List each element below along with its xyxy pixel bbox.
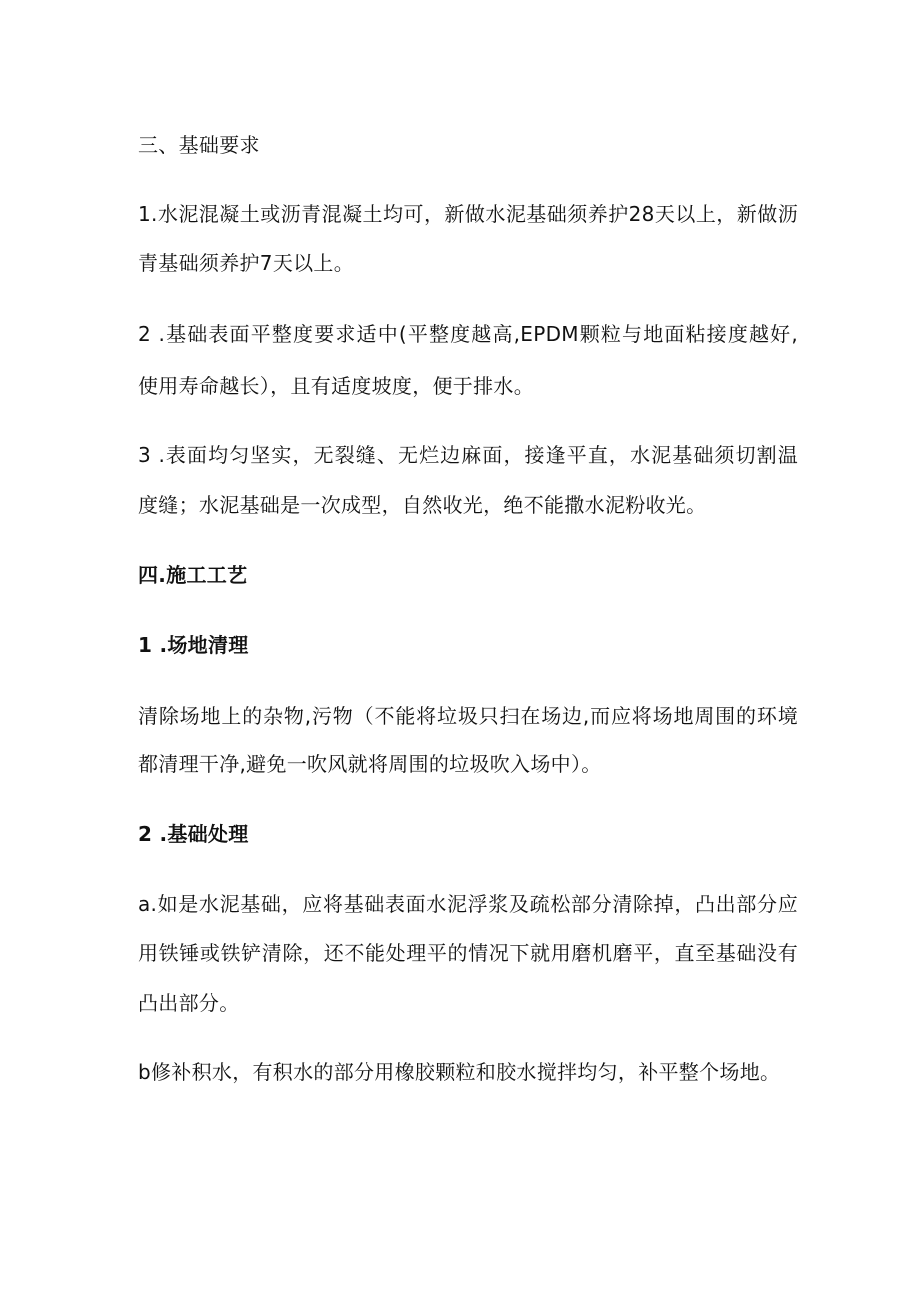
item-1-line-1: 1.水泥混凝土或沥青混凝土均可，新做水泥基础须养护28天以上，新做沥: [138, 202, 798, 226]
site-cleanup-line-1: 清除场地上的杂物,污物（不能将垃圾只扫在场边,而应将场地周围的环境: [138, 704, 798, 728]
paragraph-a-line-3: 凸出部分。: [138, 991, 240, 1015]
item-1-line-2: 青基础须养护7天以上。: [138, 251, 355, 275]
item-2-line-1: 2 .基础表面平整度要求适中(平整度越高,EPDM颗粒与地面粘接度越好,: [138, 322, 798, 346]
item-2-line-2: 使用寿命越长），且有适度坡度，便于排水。: [138, 374, 534, 398]
section-heading-construction-process: 四.施工工艺: [138, 563, 248, 587]
paragraph-a-line-2: 用铁锤或铁铲清除，还不能处理平的情况下就用磨机磨平，直至基础没有: [138, 941, 798, 965]
subheading-foundation-treatment: 2 .基础处理: [138, 822, 249, 846]
section-heading-basic-requirements: 三、基础要求: [138, 133, 260, 157]
paragraph-b-line-1: b修补积水，有积水的部分用橡胶颗粒和胶水搅拌均匀，补平整个场地。: [138, 1060, 781, 1084]
site-cleanup-line-2: 都清理干净,避免一吹风就将周围的垃圾吹入场中）。: [138, 752, 602, 776]
subheading-site-cleanup: 1 .场地清理: [138, 633, 249, 657]
item-3-line-2: 度缝；水泥基础是一次成型，自然收光，绝不能撒水泥粉收光。: [138, 493, 707, 517]
item-3-line-1: 3 .表面均匀坚实，无裂缝、无烂边麻面，接逢平直，水泥基础须切割温: [138, 443, 798, 467]
paragraph-a-line-1: a.如是水泥基础，应将基础表面水泥浮浆及疏松部分清除掉，凸出部分应: [138, 892, 798, 916]
